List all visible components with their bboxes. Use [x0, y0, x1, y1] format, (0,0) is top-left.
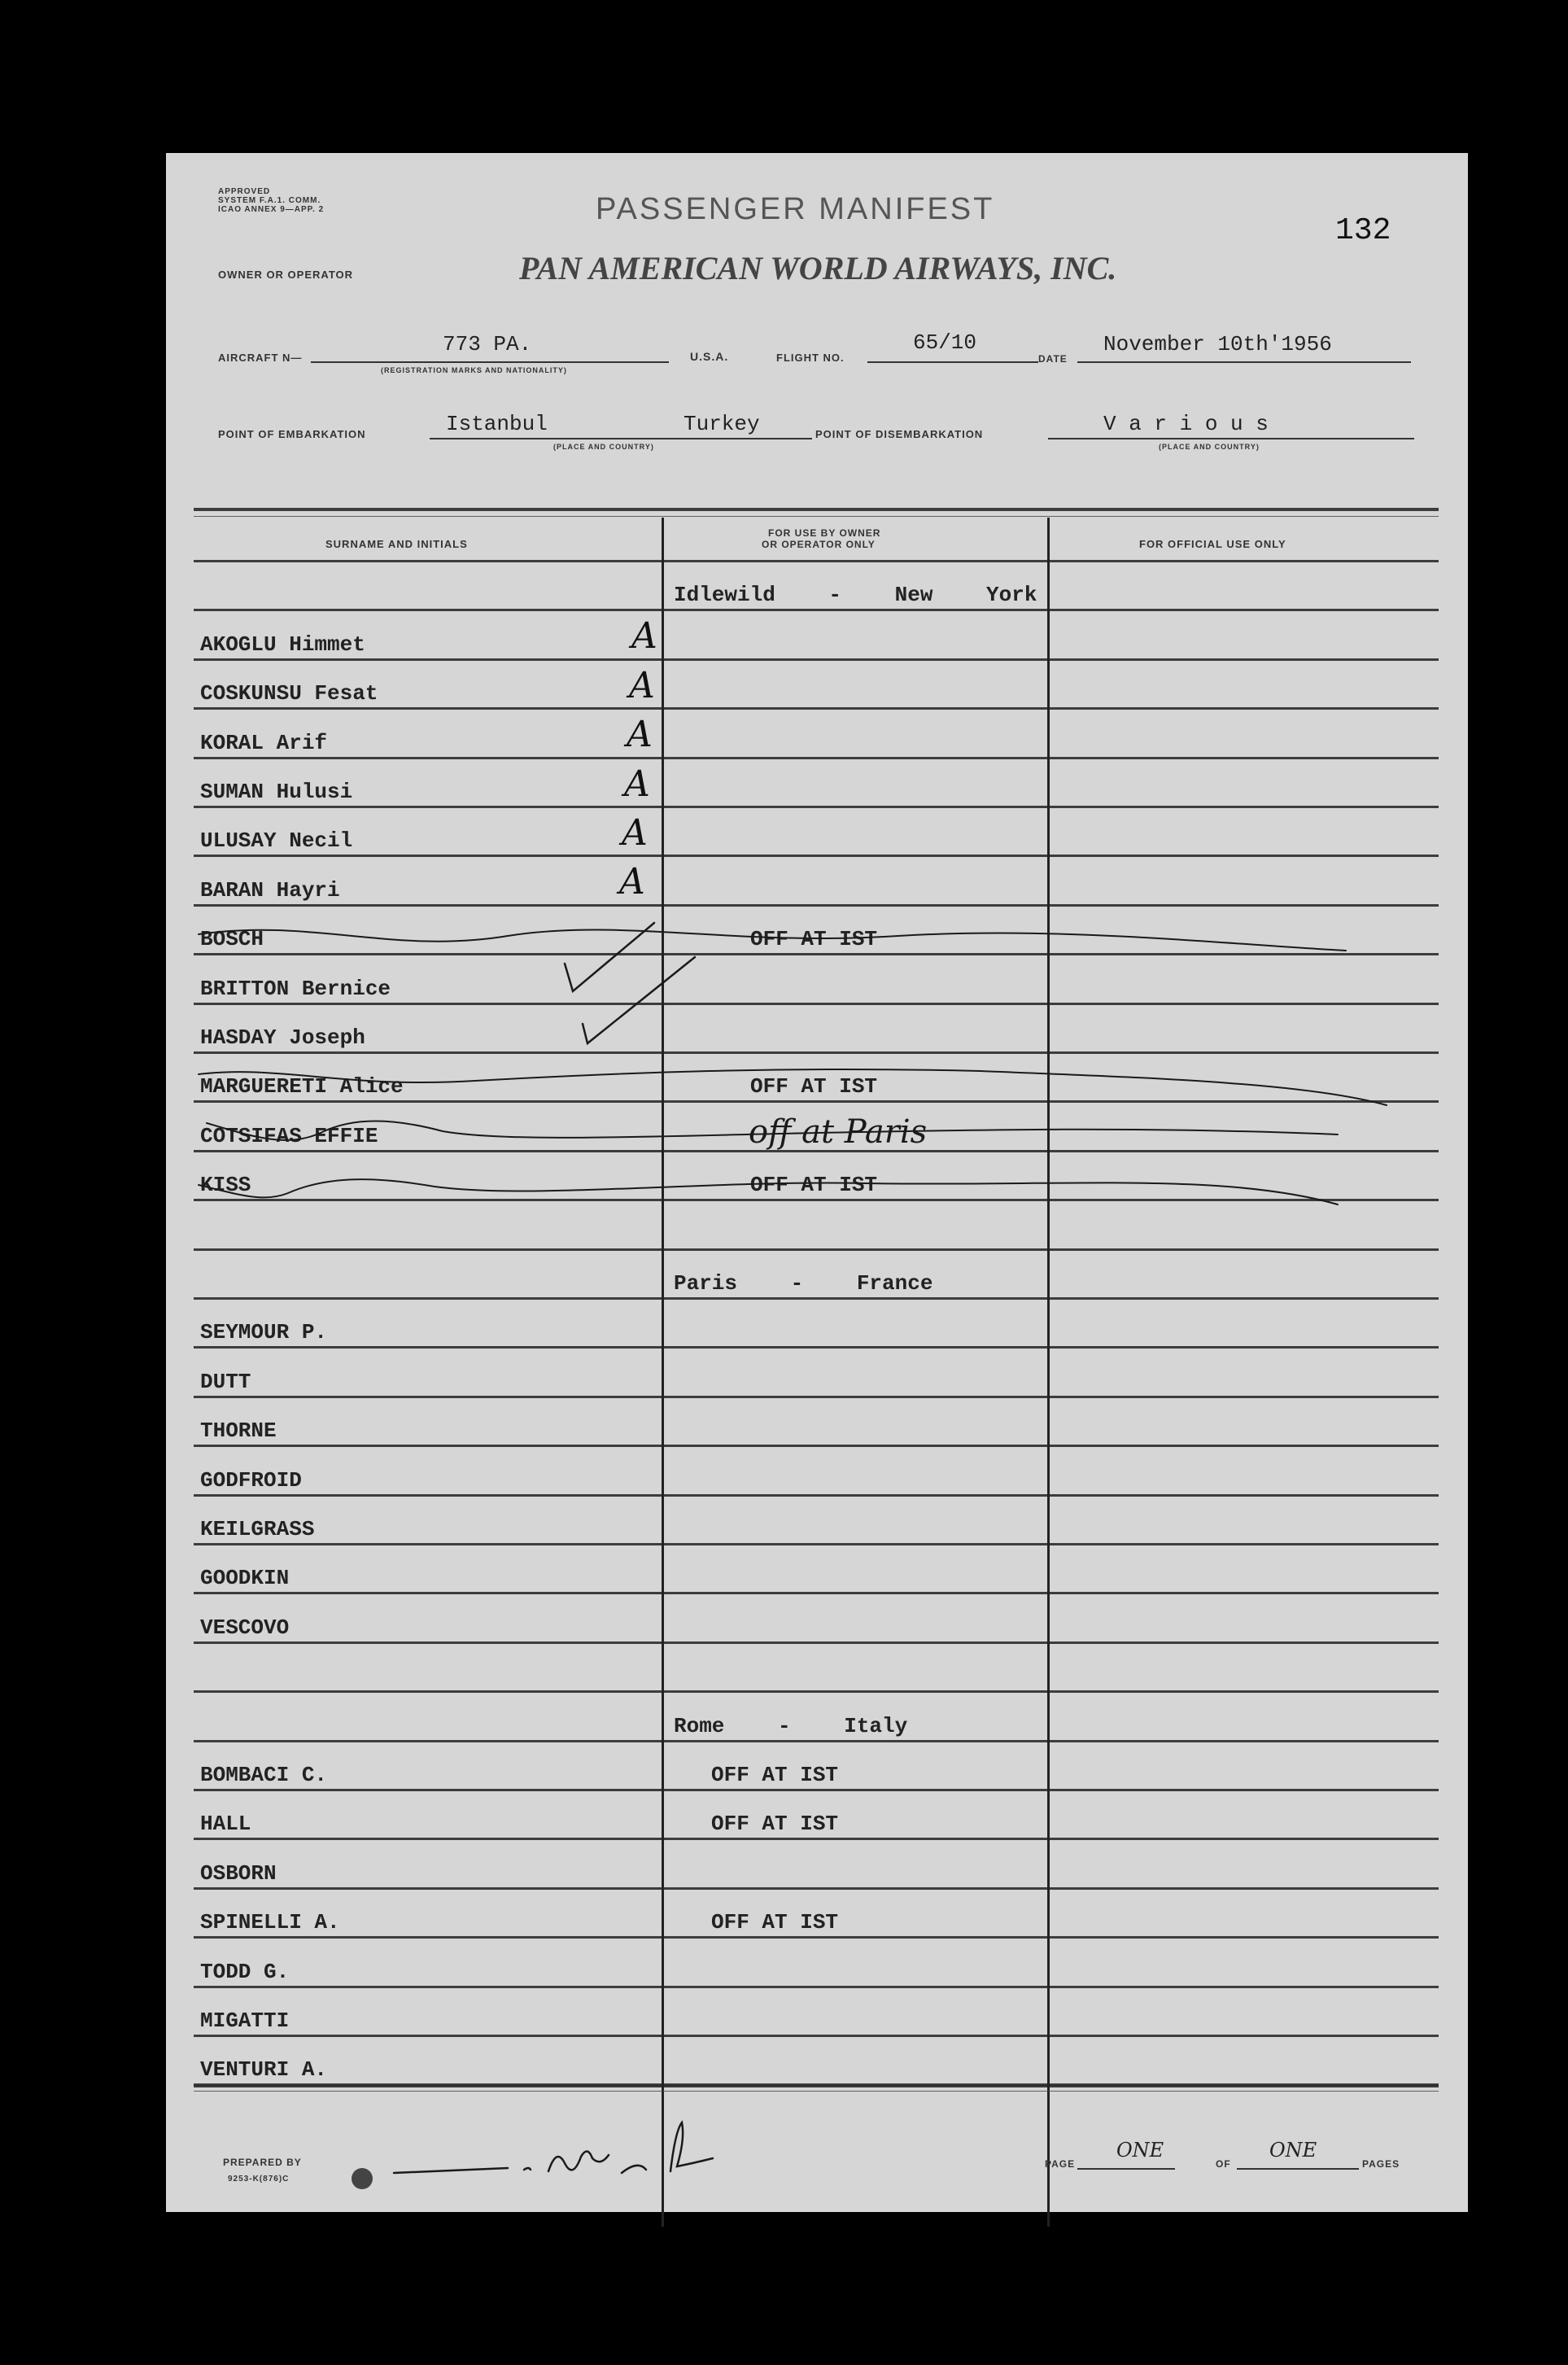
passenger-name: KISS	[200, 1173, 251, 1198]
date-value: November 10th'1956	[1103, 332, 1332, 356]
embark-place: Istanbul	[446, 412, 548, 436]
prepared-label: PREPARED BY	[223, 2157, 302, 2168]
operator-note: OFF AT IST	[750, 1173, 878, 1198]
embark-country: Turkey	[684, 412, 760, 436]
handwritten-a-mark: A	[619, 861, 645, 903]
strike-kiss	[199, 1179, 1338, 1204]
col-owner-header-1: FOR USE BY OWNER	[768, 527, 881, 539]
passenger-name: HALL	[200, 1812, 251, 1837]
passenger-name: COSKUNSU Fesat	[200, 681, 378, 706]
signature	[394, 2122, 713, 2173]
passenger-name: DUTT	[200, 1369, 251, 1394]
flight-label: FLIGHT NO.	[776, 352, 845, 364]
strike-bosch	[199, 930, 1346, 951]
page-value: ONE	[1116, 2139, 1164, 2162]
approval-line: SYSTEM F.A.1. COMM.	[218, 196, 321, 205]
operator-note: Idlewild - New York	[674, 583, 1037, 608]
registration-caption: (REGISTRATION MARKS AND NATIONALITY)	[381, 366, 567, 374]
manifest-sheet	[166, 153, 1468, 2212]
owner-label: OWNER OR OPERATOR	[218, 269, 354, 281]
passenger-name: GOODKIN	[200, 1566, 290, 1591]
operator-note: OFF AT IST	[750, 927, 878, 952]
usa-label: U.S.A.	[690, 350, 729, 363]
disembark-caption: (PLACE AND COUNTRY)	[1159, 443, 1260, 451]
passenger-name: ULUSAY Necil	[200, 828, 353, 854]
handwritten-a-mark: A	[627, 714, 653, 756]
operator-note: OFF AT IST	[711, 1763, 839, 1787]
passenger-name: BOMBACI C.	[200, 1763, 328, 1787]
passenger-name: SPINELLI A.	[200, 1910, 340, 1935]
handwritten-a-mark: A	[631, 615, 657, 658]
owner-value: PAN AMERICAN WORLD AIRWAYS, INC.	[519, 250, 1117, 286]
passenger-name: BRITTON Bernice	[200, 976, 391, 1001]
operator-note: OFF AT IST	[711, 1910, 839, 1935]
strike-margueriti	[199, 1069, 1387, 1105]
passenger-name: BOSCH	[200, 927, 264, 952]
form-title: PASSENGER MANIFEST	[596, 192, 995, 226]
aircraft-value: 773 PA.	[443, 332, 532, 356]
col-official-header: FOR OFFICIAL USE ONLY	[1139, 538, 1286, 550]
of-value: ONE	[1269, 2139, 1317, 2162]
flight-value: 65/10	[913, 330, 977, 355]
passenger-name: AKOGLU Himmet	[200, 632, 365, 657]
page-number: 132	[1335, 213, 1391, 248]
passenger-name: COTSIFAS EFFIE	[200, 1123, 378, 1148]
passenger-name: BARAN Hayri	[200, 877, 340, 903]
operator-note: Paris - France	[674, 1271, 933, 1296]
passenger-name: MARGUERETI Alice	[200, 1074, 404, 1099]
handwritten-a-mark: A	[629, 664, 655, 706]
operator-note: OFF AT IST	[711, 1812, 839, 1837]
embark-caption: (PLACE AND COUNTRY)	[553, 443, 654, 451]
passenger-name: SEYMOUR P.	[200, 1320, 328, 1345]
col-surname-header: SURNAME AND INITIALS	[325, 538, 468, 550]
aircraft-label: AIRCRAFT N—	[218, 352, 303, 364]
passenger-name: OSBORN	[200, 1860, 277, 1886]
handwritten-note-paris: off at Paris	[749, 1113, 928, 1151]
check-mark	[565, 923, 654, 991]
passenger-name: THORNE	[200, 1419, 277, 1444]
passenger-name: SUMAN Hulusi	[200, 780, 353, 804]
disembark-label: POINT OF DISEMBARKATION	[815, 428, 984, 440]
handwriting-overlay	[166, 153, 1468, 2212]
form-code: 9253-K(876)C	[228, 2175, 290, 2184]
handwritten-a-mark: A	[622, 812, 648, 854]
operator-note: Rome - Italy	[674, 1713, 908, 1738]
passenger-name: TODD G.	[200, 1959, 290, 1984]
date-label: DATE	[1038, 353, 1068, 365]
passenger-name: VESCOVO	[200, 1615, 290, 1640]
passenger-name: VENTURI A.	[200, 2057, 328, 2083]
passenger-name: KORAL Arif	[200, 730, 328, 755]
page-label: PAGE	[1045, 2158, 1076, 2170]
operator-note: OFF AT IST	[750, 1074, 878, 1099]
approval-line: APPROVED	[218, 187, 271, 196]
pages-label: PAGES	[1362, 2158, 1400, 2170]
embark-label: POINT OF EMBARKATION	[218, 428, 366, 440]
col-owner-header-2: OR OPERATOR ONLY	[762, 539, 876, 550]
handwritten-a-mark: A	[624, 763, 650, 805]
passenger-name: HASDAY Joseph	[200, 1025, 365, 1050]
passenger-name: MIGATTI	[200, 2009, 290, 2033]
passenger-name: GODFROID	[200, 1467, 302, 1493]
of-label: OF	[1216, 2158, 1231, 2170]
passenger-name: KEILGRASS	[200, 1517, 315, 1541]
disembark-value: V a r i o u s	[1103, 412, 1269, 436]
approval-line: ICAO ANNEX 9—APP. 2	[218, 205, 325, 214]
